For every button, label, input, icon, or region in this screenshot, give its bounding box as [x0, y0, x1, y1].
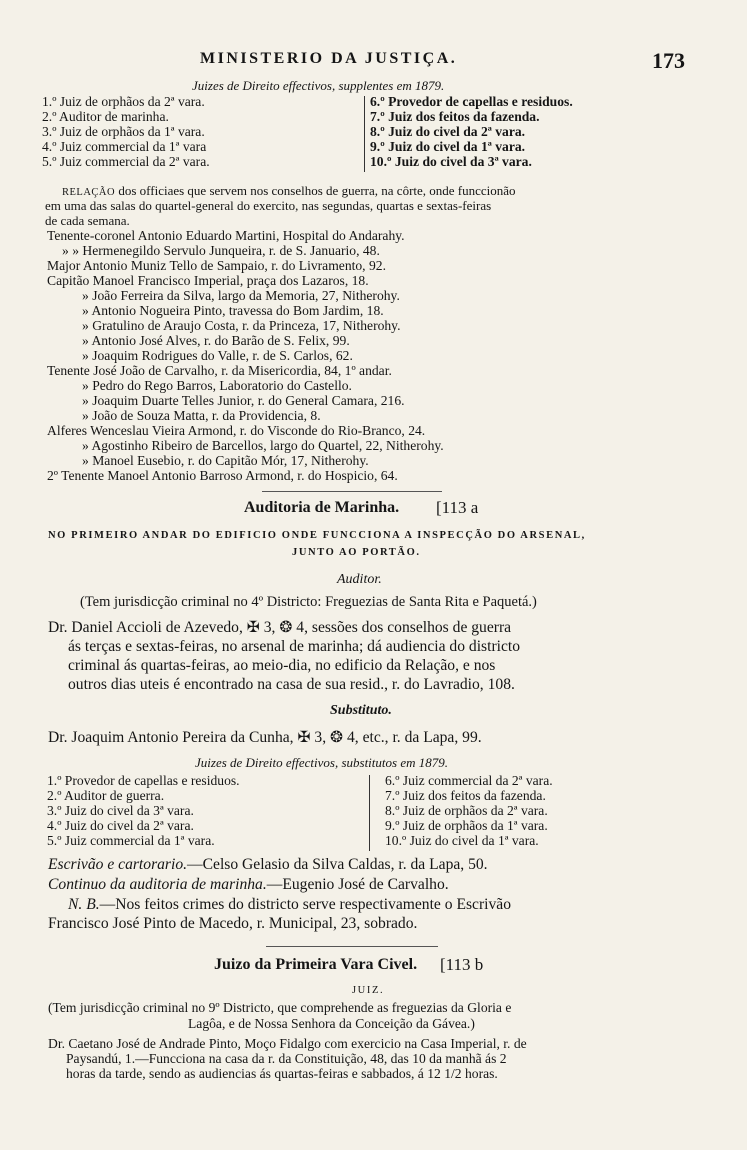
- substituto-entry: Dr. Joaquim Antonio Pereira da Cunha, ✠ 3, ❂ 4, etc., r. da Lapa, 99.: [48, 729, 482, 746]
- officer-entry: » Agostinho Ribeiro de Barcellos, largo do Quartel, 22, Nitherohy.: [82, 438, 444, 453]
- column-divider: [364, 96, 365, 172]
- vara-juiz-line-3: horas da tarde, sendo as audiencias ás quartas-feiras e sabbados, á 12 1/2 horas.: [66, 1066, 498, 1081]
- officer-entry: » Gratulino de Araujo Costa, r. da Princeza, 17, Nitherohy.: [82, 318, 401, 333]
- list-item: 8.º Juiz de orphãos da 2ª vara.: [385, 803, 548, 818]
- officer-entry: Alferes Wenceslau Vieira Armond, r. do Visconde do Rio-Branco, 24.: [47, 423, 426, 438]
- officer-entry: » Antonio Nogueira Pinto, travessa do Bom Jardim, 18.: [82, 303, 384, 318]
- officer-entry: Tenente José João de Carvalho, r. da Misericordia, 84, 1º andar.: [47, 363, 392, 378]
- auditor-jurisdiction: (Tem jurisdicção criminal no 4º Districto: Freguezias de Santa Rita e Paquetá.): [80, 594, 537, 610]
- auditoria-building-line-1: NO PRIMEIRO ANDAR DO EDIFICIO ONDE FUNCCIONA A INSPECÇÃO DO ARSENAL,: [48, 530, 586, 541]
- auditoria-ref: [113 a: [436, 498, 479, 517]
- officer-entry: » » Hermenegildo Servulo Junqueira, r. de S. Januario, 48.: [62, 243, 380, 258]
- continuo-line: [48, 876, 449, 894]
- escrivao-line: [48, 856, 488, 874]
- list-item: 3.º Juiz do civel da 3ª vara.: [47, 803, 194, 818]
- section-rule: [262, 491, 442, 492]
- nb-line-2: Francisco José Pinto de Macedo, r. Municipal, 23, sobrado.: [48, 915, 418, 932]
- escrivao-value: —Celso Gelasio da Silva Caldas, r. da Lapa, 50.: [187, 856, 488, 873]
- list-item: 7.º Juiz dos feitos da fazenda.: [385, 788, 546, 803]
- running-title: MINISTERIO DA JUSTIÇA.: [200, 50, 458, 67]
- list-item: 7.º Juiz dos feitos da fazenda.: [370, 109, 540, 124]
- officer-entry: » Joaquim Rodrigues do Valle, r. de S. Carlos, 62.: [82, 348, 353, 363]
- section-rule: [266, 946, 438, 947]
- escrivao-label: Escrivão e cartorario.: [48, 856, 188, 873]
- vara-juiz-line-2: Paysandú, 1.—Funcciona na casa da r. da Constituição, 48, das 10 da manhã ás 2: [66, 1051, 507, 1066]
- relacao-line-1: RELAÇÃO dos officiaes que servem nos conselhos de guerra, na côrte, onde funccionão: [62, 183, 516, 198]
- auditoria-title: Auditoria de Marinha.: [244, 499, 400, 516]
- list-item: 3.º Juiz de orphãos da 1ª vara.: [42, 124, 205, 139]
- officer-entry: Major Antonio Muniz Tello de Sampaio, r. do Livramento, 92.: [47, 258, 386, 273]
- vara-juiz-line-1: Dr. Caetano José de Andrade Pinto, Moço Fidalgo com exercicio na Casa Imperial, r. de: [48, 1036, 527, 1051]
- list-item: 1.º Provedor de capellas e residuos.: [47, 773, 240, 788]
- judges-supplentes-heading: Juizes de Direito effectivos, supplentes em 1879.: [192, 78, 445, 93]
- officer-entry: » Pedro do Rego Barros, Laboratorio do Castello.: [82, 378, 352, 393]
- list-item: 9.º Juiz do civel da 1ª vara.: [370, 139, 526, 154]
- officer-entry: Tenente-coronel Antonio Eduardo Martini, Hospital do Andarahy.: [47, 228, 405, 243]
- relacao-lead: RELAÇÃO: [62, 187, 116, 198]
- list-item: 8.º Juiz do civel da 2ª vara.: [370, 124, 526, 139]
- auditor-line: Dr. Daniel Accioli de Azevedo, ✠ 3, ❂ 4, sessões dos conselhos de guerra: [48, 619, 512, 636]
- list-item: 9.º Juiz de orphãos da 1ª vara.: [385, 818, 548, 833]
- list-item: 2.º Auditor de marinha.: [42, 109, 169, 124]
- officer-entry: » João Ferreira da Silva, largo da Memoria, 27, Nitherohy.: [82, 288, 400, 303]
- list-item: 4.º Juiz commercial da 1ª vara: [42, 139, 207, 154]
- auditor-line: outros dias uteis é encontrado na casa de sua resid., r. do Lavradio, 108.: [68, 676, 515, 693]
- relacao-line-2: em uma das salas do quartel-general do exercito, nas segundas, quartas e sextas-feiras: [45, 198, 492, 213]
- relacao-line-3: de cada semana.: [45, 213, 130, 228]
- auditor-heading: Auditor.: [337, 572, 382, 587]
- list-item: 4.º Juiz do civel da 2ª vara.: [47, 818, 194, 833]
- auditor-line: ás terças e sextas-feiras, no arsenal de marinha; dá audiencia do districto: [68, 638, 521, 655]
- nb-label: N. B.: [68, 896, 100, 913]
- list-item: 1.º Juiz de orphãos da 2ª vara.: [42, 94, 205, 109]
- auditor-line: criminal ás quartas-feiras, ao meio-dia, no edificio da Relação, e nos: [68, 657, 496, 674]
- officer-entry: » Joaquim Duarte Telles Junior, r. do General Camara, 216.: [82, 393, 405, 408]
- list-item: 5.º Juiz commercial da 2ª vara.: [42, 154, 210, 169]
- auditoria-building-line-2: JUNTO AO PORTÃO.: [292, 547, 421, 558]
- vara-title: Juizo da Primeira Vara Civel.: [214, 956, 418, 973]
- continuo-value: —Eugenio José de Carvalho.: [266, 876, 449, 893]
- officer-entry: » Antonio José Alves, r. do Barão de S. Felix, 99.: [82, 333, 350, 348]
- column-divider: [369, 775, 370, 851]
- continuo-label: Continuo da auditoria de marinha.: [48, 876, 267, 893]
- vara-jurisdiction-1: (Tem jurisdicção criminal no 9º Districto, que comprehende as freguezias da Gloria e: [48, 1000, 512, 1015]
- list-item: 10.º Juiz do civel da 1ª vara.: [385, 833, 539, 848]
- page-number: 173: [652, 48, 685, 73]
- substituto-heading: Substituto.: [330, 703, 392, 718]
- juiz-heading: JUIZ.: [352, 985, 385, 996]
- vara-ref: [113 b: [440, 955, 484, 974]
- officer-entry: 2º Tenente Manoel Antonio Barroso Armond, r. do Hospicio, 64.: [47, 468, 398, 483]
- officer-entry: Capitão Manoel Francisco Imperial, praça dos Lazaros, 18.: [47, 273, 369, 288]
- officer-entry: » João de Souza Matta, r. da Providencia, 8.: [82, 408, 321, 423]
- list-item: 6.º Juiz commercial da 2ª vara.: [385, 773, 553, 788]
- officer-entry: » Manoel Eusebio, r. do Capitão Mór, 17, Nitherohy.: [82, 453, 369, 468]
- list-item: 5.º Juiz commercial da 1ª vara.: [47, 833, 215, 848]
- list-item: 2.º Auditor de guerra.: [47, 788, 165, 803]
- vara-jurisdiction-2: Lagôa, e de Nossa Senhora da Conceição da Gávea.): [188, 1016, 475, 1031]
- nb-line-1: N. B.—Nos feitos crimes do districto serve respectivamente o Escrivão: [68, 896, 512, 913]
- page-header: [0, 44, 747, 74]
- list-item: 10.º Juiz do civel da 3ª vara.: [370, 154, 532, 169]
- list-item: 6.º Provedor de capellas e residuos.: [370, 94, 573, 109]
- judges-substitutos-heading: Juizes de Direito effectivos, substitutos em 1879.: [195, 755, 448, 770]
